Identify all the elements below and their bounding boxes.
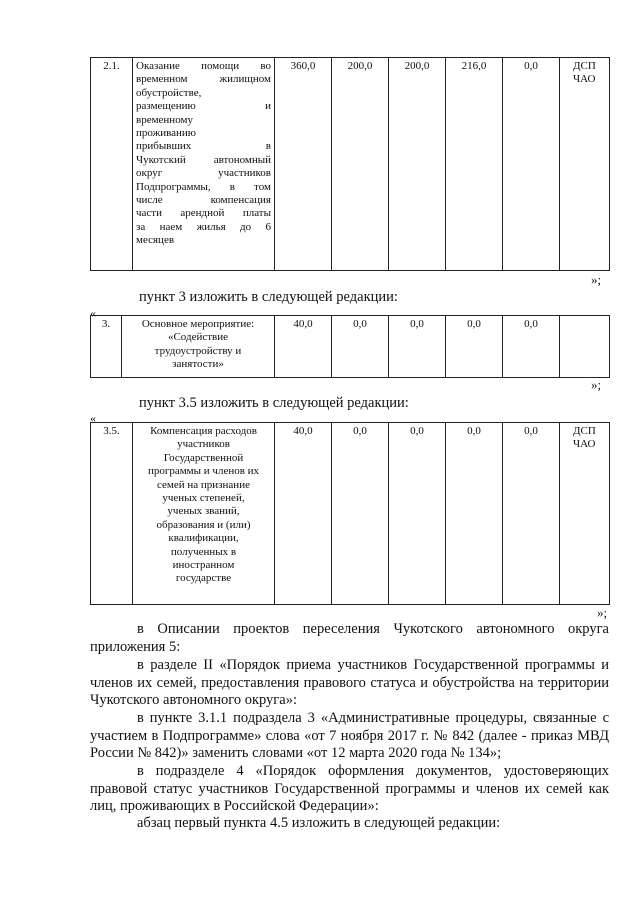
description-line: семей на признание <box>157 478 250 491</box>
value-cell: 0,0 <box>446 316 503 378</box>
table-row <box>91 423 610 605</box>
description-line: части арендной платы <box>136 207 271 220</box>
closing-quote: »; <box>597 605 608 620</box>
description-line: Основное мероприятие: <box>141 318 255 330</box>
description-line: числе компенсация <box>136 194 271 207</box>
row-description <box>133 423 275 605</box>
description-line: ученых степеней, <box>162 492 245 505</box>
row-number: 3. <box>91 316 122 378</box>
closing-quote: »; <box>591 272 602 287</box>
description-line: Оказание помощи во <box>136 60 271 72</box>
description-line: проживанию <box>136 127 197 140</box>
description-line: Компенсация расходов <box>150 425 257 437</box>
description-line: трудоустройству и <box>154 344 242 357</box>
description-line: занятости» <box>172 358 224 371</box>
body-paragraph: абзац первый пункта 4.5 изложить в следующей редакции: <box>137 815 501 831</box>
measures-table-row-3-5 <box>90 422 610 605</box>
value-cell: 200,0 <box>389 58 446 271</box>
description-line: Чукотский автономный <box>136 153 271 166</box>
value-cell: 360,0 <box>275 58 332 271</box>
body-paragraph: в пункте 3.1.1 подраздела 3 «Административные процедуры, связанные с участием в Подпрограмме» слова «от 7 ноября 2017 г. № 842 (далее - приказ МВД России № 842)» заменить словами «от 12 марта 2020 года № 134»; <box>90 710 609 761</box>
row-description <box>122 316 275 378</box>
value-cell: 40,0 <box>275 423 332 605</box>
description-line: ученых званий, <box>167 505 240 518</box>
responsible-org: ДСП ЧАО <box>560 423 610 605</box>
value-cell: 0,0 <box>503 423 560 605</box>
description-line: Подпрограммы, в том <box>136 180 271 193</box>
description-line: за наем жилья до 6 <box>136 220 271 233</box>
description-line: временном жилищном <box>136 73 271 86</box>
description-line: округ участников <box>136 167 271 180</box>
value-cell: 200,0 <box>332 58 389 271</box>
responsible-org: ДСП ЧАО <box>560 58 610 271</box>
body-paragraph: в подразделе 4 «Порядок оформления документов, удостоверяющих правовой статус участников Государственной программы и членов их семей как лиц, проживающих в Российской Федерации»: <box>90 763 609 814</box>
row-number: 3.5. <box>91 423 133 605</box>
description-line: участников <box>177 438 230 451</box>
description-line: размещению и <box>136 100 271 113</box>
value-cell: 0,0 <box>446 423 503 605</box>
value-cell: 0,0 <box>503 316 560 378</box>
description-line: Государственной <box>163 451 244 464</box>
value-cell: 0,0 <box>332 316 389 378</box>
value-cell: 40,0 <box>275 316 332 378</box>
description-line: обустройстве, <box>136 86 202 99</box>
closing-quote: »; <box>591 377 602 392</box>
row-number: 2.1. <box>91 58 133 271</box>
value-cell: 0,0 <box>389 316 446 378</box>
value-cell: 0,0 <box>389 423 446 605</box>
opening-quote: « <box>90 306 96 320</box>
description-line: «Содействие <box>167 331 229 344</box>
measures-table-row-3 <box>90 315 610 378</box>
description-line: программы и членов их <box>147 465 260 478</box>
responsible-org <box>560 316 610 378</box>
amendment-heading: пункт 3.5 изложить в следующей редакции: <box>139 395 409 411</box>
amendment-heading: пункт 3 изложить в следующей редакции: <box>139 289 398 305</box>
body-paragraph: в Описании проектов переселения Чукотского автономного округа приложения 5: <box>90 621 609 655</box>
description-line: полученных в <box>170 545 237 558</box>
description-line: государстве <box>175 572 232 585</box>
value-cell: 0,0 <box>332 423 389 605</box>
description-line: месяцев <box>136 234 175 247</box>
value-cell: 216,0 <box>446 58 503 271</box>
description-line: иностранном <box>172 559 235 572</box>
value-cell: 0,0 <box>503 58 560 271</box>
description-line: прибывших в <box>136 140 271 153</box>
measures-table-row-2-1 <box>90 57 610 271</box>
table-row <box>91 316 610 378</box>
description-line: образования и (или) <box>156 518 251 531</box>
opening-quote: « <box>90 411 96 425</box>
table-row <box>91 58 610 271</box>
description-line: квалификации, <box>168 532 239 545</box>
row-description <box>133 58 275 271</box>
body-paragraph: в разделе II «Порядок приема участников Государственной программы и членов их семей, предоставления правового статуса и обустройства на территории Чукотского автономного округа»: <box>90 657 609 708</box>
description-line: временному <box>136 113 193 126</box>
